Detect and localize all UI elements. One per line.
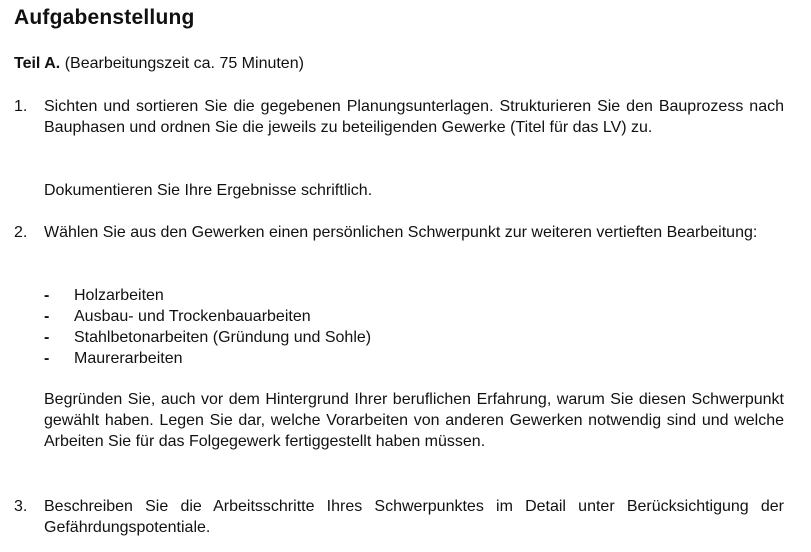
- list-dash: -: [44, 329, 50, 346]
- task-text: Wählen Sie aus den Gewerken einen persönlichen Schwerpunkt zur weiteren vertieften Bearbeitung:: [44, 224, 758, 241]
- list-dash: -: [44, 308, 50, 325]
- list-item: [44, 327, 371, 348]
- list-item-label: Stahlbetonarbeiten (Gründung und Sohle): [74, 329, 372, 346]
- task-text: Beschreiben Sie die Arbeitsschritte Ihres Schwerpunktes im Detail unter Berücksichtigung der Gefährdungspotentiale.: [44, 498, 784, 536]
- task-item-2: [14, 222, 784, 243]
- task-number: 1.: [14, 98, 28, 115]
- list-item: [44, 306, 371, 327]
- task-item-1: [14, 96, 784, 138]
- part-time: (Bearbeitungszeit ca. 75 Minuten): [64, 55, 304, 72]
- task-text: Sichten und sortieren Sie die gegebenen Planungsunterlagen. Strukturieren Sie den Bauprozess nach Bauphasen und ordnen Sie die jeweils zu beteiligenden Gewerke (Titel für das LV) zu.: [44, 98, 784, 136]
- list-item-label: Ausbau- und Trockenbauarbeiten: [74, 308, 311, 325]
- list-dash: -: [44, 287, 50, 304]
- page-title: Aufgabenstellung: [14, 6, 195, 29]
- list-item-label: Maurerarbeiten: [74, 350, 183, 367]
- part-label: Teil A.: [14, 55, 61, 72]
- list-item: [44, 285, 371, 306]
- task-number: 3.: [14, 498, 28, 515]
- task-item-3: [14, 496, 784, 538]
- list-item: [44, 348, 371, 369]
- focus-list: [44, 285, 371, 369]
- task-number: 2.: [14, 224, 28, 241]
- list-dash: -: [44, 350, 50, 367]
- list-item-label: Holzarbeiten: [74, 287, 164, 304]
- task-followup: Begründen Sie, auch vor dem Hintergrund Ihrer beruflichen Erfahrung, warum Sie diesen Schwerpunkt gewählt haben. Legen Sie dar, welche Vorarbeiten von anderen Gewerken notwendig sind und welche Arbeiten Sie für das Folgegewerk fertiggestellt haben müssen.: [44, 391, 784, 450]
- part-header: [14, 55, 304, 73]
- task-followup: Dokumentieren Sie Ihre Ergebnisse schriftlich.: [44, 182, 373, 199]
